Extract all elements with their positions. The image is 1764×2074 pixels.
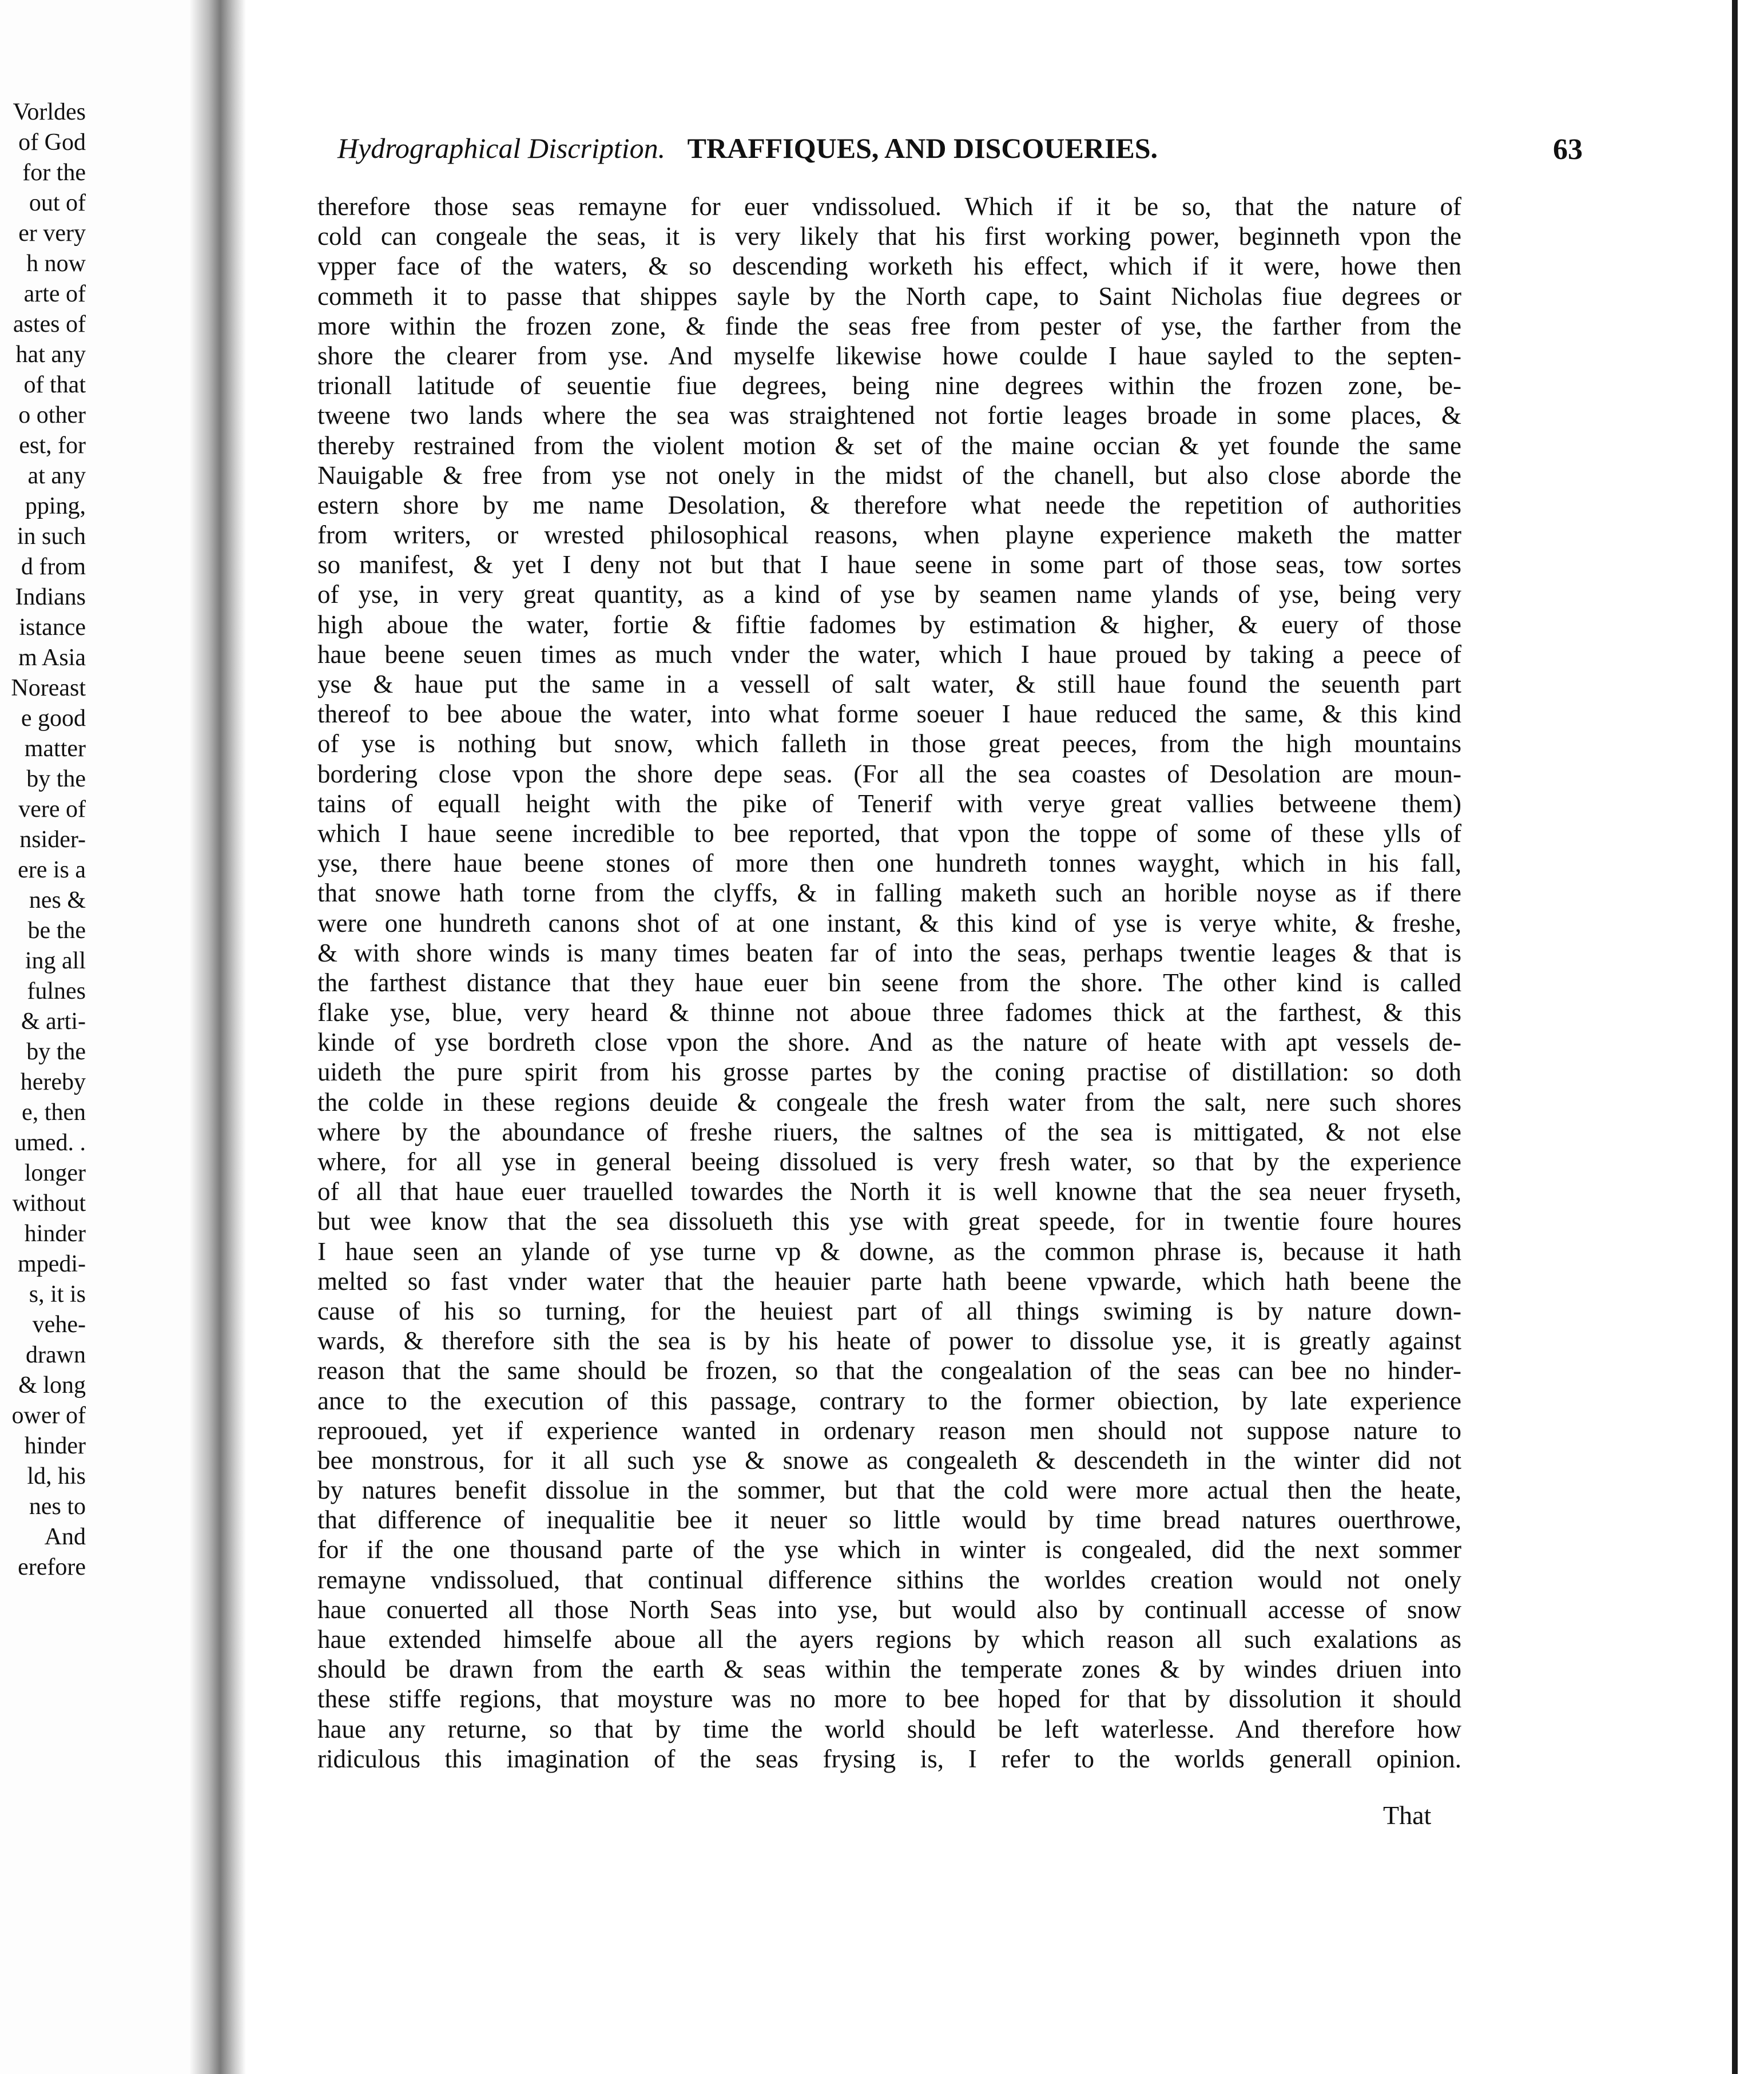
text-line: yse, there haue beene stones of more then one hundreth tonnes wayght, which in his fall,	[317, 849, 1461, 878]
left-fragment-line: And	[44, 1524, 86, 1550]
text-line: the farthest distance that they haue euer bin seene from the shore. The other kind is called	[317, 968, 1461, 997]
text-line: tweene two lands where the sea was straightened not fortie leages broade in some places, &	[317, 401, 1461, 430]
text-line: by natures benefit dissolue in the sommer, but that the cold were more actual then the heate,	[317, 1476, 1461, 1505]
text-line: reprooued, yet if experience wanted in ordenary reason men should not suppose nature to	[317, 1416, 1461, 1445]
text-line: commeth it to passe that shippes sayle by the North cape, to Saint Nicholas fiue degrees or	[317, 281, 1461, 311]
left-fragment-line: of that	[23, 372, 86, 398]
left-fragment-line: pping,	[25, 493, 86, 519]
left-fragment-line: est, for	[19, 432, 86, 459]
left-page-text-fragments	[0, 97, 86, 1583]
text-line: more within the frozen zone, & finde the seas free from pester of yse, the farther from the	[317, 311, 1461, 340]
book-gutter	[189, 0, 246, 2074]
left-fragment-line: by the	[26, 766, 86, 792]
left-fragment-line: ower of	[11, 1402, 86, 1429]
text-line: for if the one thousand parte of the yse which in winter is congealed, did the next sommer	[317, 1535, 1461, 1564]
text-line: ridiculous this imagination of the seas frysing is, I refer to the worlds generall opinion.	[317, 1744, 1461, 1773]
text-line: reason that the same should be frozen, so that the congealation of the seas can bee no hinder-	[317, 1356, 1461, 1385]
left-fragment-line: drawn	[26, 1342, 86, 1368]
text-line: that snowe hath torne from the clyffs, & in falling maketh such an horible noyse as if there	[317, 879, 1461, 908]
text-line: were one hundreth canons shot of at one instant, & this kind of yse is verye white, & freshe,	[317, 908, 1461, 937]
left-fragment-line: astes of	[13, 311, 86, 337]
left-fragment-line: ing all	[25, 948, 86, 974]
text-line: which I haue seene incredible to bee reported, that vpon the toppe of some of these ylls of	[317, 819, 1461, 848]
text-line: bee monstrous, for it all such yse & snowe as congealeth & descendeth in the winter did not	[317, 1445, 1461, 1475]
text-line: cause of his so turning, for the heuiest part of all things swiming is by nature down-	[317, 1296, 1461, 1325]
left-fragment-line: Vorldes	[13, 99, 86, 125]
left-fragment-line: vehe-	[32, 1312, 86, 1338]
left-fragment-line: matter	[24, 736, 86, 762]
text-line: haue any returne, so that by time the world should be left waterlesse. And therefore how	[317, 1714, 1461, 1743]
left-fragment-line: m Asia	[18, 645, 86, 671]
left-fragment-line: nes to	[29, 1493, 86, 1520]
text-line: high aboue the water, fortie & fiftie fadomes by estimation & higher, & euery of those	[317, 610, 1461, 639]
text-line: haue conuerted all those North Seas into yse, but would also by continuall accesse of snow	[317, 1595, 1461, 1624]
left-fragment-line: longer	[24, 1160, 86, 1186]
text-line: haue extended himselfe aboue all the ayers regions by which reason all such exalations as	[317, 1625, 1461, 1654]
left-fragment-line: hinder	[24, 1433, 86, 1459]
left-fragment-line: be the	[27, 917, 86, 944]
text-line: flake yse, blue, very heard & thinne not aboue three fadomes thick at the farthest, & this	[317, 998, 1461, 1027]
text-line: haue beene seuen times as much vnder the water, which I haue proued by taking a peece of	[317, 639, 1461, 669]
left-fragment-line: vere of	[18, 796, 86, 823]
left-fragment-line: for the	[22, 160, 86, 186]
text-line: of yse, in very great quantity, as a kind of yse by seamen name ylands of yse, being very	[317, 580, 1461, 609]
text-line: vpper face of the waters, & so descending worketh his effect, which if it were, howe then	[317, 252, 1461, 281]
text-line: wards, & therefore sith the sea is by his heate of power to dissolue yse, it is greatly against	[317, 1326, 1461, 1356]
text-line: bordering close vpon the shore depe seas. (For all the sea coastes of Desolation are moun-	[317, 759, 1461, 788]
left-fragment-line: arte of	[23, 281, 86, 307]
body-text	[317, 192, 1461, 1774]
text-line: thereby restrained from the violent motion & set of the maine occian & yet founde the same	[317, 431, 1461, 460]
left-fragment-line: nsider-	[19, 827, 86, 853]
text-line: of all that haue euer trauelled towardes the North it is well knowne that the sea neuer fryseth,	[317, 1177, 1461, 1206]
text-line: these stiffe regions, that moysture was no more to bee hoped for that by dissolution it should	[317, 1684, 1461, 1714]
text-line: remayne vndissolued, that continual difference sithins the worldes creation would not onely	[317, 1565, 1461, 1594]
left-fragment-line: in such	[17, 523, 86, 550]
left-page	[0, 0, 189, 2074]
page-edge	[1732, 0, 1738, 2074]
text-line: estern shore by me name Desolation, & therefore what neede the repetition of authorities	[317, 490, 1461, 519]
section-title: TRAFFIQUES, AND DISCOUERIES.	[687, 132, 1158, 164]
text-line: so manifest, & yet I deny not but that I haue seene in some part of those seas, tow sortes	[317, 550, 1461, 579]
text-line: & with shore winds is many times beaten far of into the seas, perhaps twentie leages & that is	[317, 938, 1461, 967]
text-line: uideth the pure spirit from his grosse partes by the coning practise of distillation: so doth	[317, 1058, 1461, 1087]
left-fragment-line: & arti-	[21, 1008, 86, 1035]
text-line: that difference of inequalitie bee it neuer so little would by time bread natures ouerthrowe,	[317, 1505, 1461, 1535]
text-line: the colde in these regions deuide & congeale the fresh water from the salt, nere such shores	[317, 1087, 1461, 1117]
text-line: therefore those seas remayne for euer vndissolued. Which if it be so, that the nature of	[317, 192, 1461, 221]
text-line: but wee know that the sea dissolueth this yse with great speede, for in twentie foure houres	[317, 1207, 1461, 1236]
text-line: kinde of yse bordreth close vpon the shore. And as the nature of heate with apt vessels de-	[317, 1028, 1461, 1057]
text-line: ance to the execution of this passage, contrary to the former obiection, by late experience	[317, 1386, 1461, 1415]
left-fragment-line: istance	[19, 614, 86, 641]
catchword: That	[1383, 1801, 1432, 1830]
left-fragment-line: nes &	[29, 887, 86, 913]
text-line: I haue seen an ylande of yse turne vp & downe, as the common phrase is, because it hath	[317, 1237, 1461, 1266]
text-line: tains of equall height with the pike of Tenerif with verye great vallies betweene them)	[317, 789, 1461, 818]
left-fragment-line: of God	[18, 129, 86, 156]
page-number: 63	[1553, 133, 1583, 166]
left-fragment-line: fulnes	[27, 978, 86, 1004]
left-fragment-line: s, it is	[29, 1281, 86, 1308]
text-line: should be drawn from the earth & seas within the temperate zones & by windes driuen into	[317, 1655, 1461, 1684]
left-fragment-line: hereby	[20, 1069, 86, 1095]
left-fragment-line: e good	[21, 705, 86, 732]
left-fragment-line: Indians	[15, 584, 86, 610]
text-line: shore the clearer from yse. And myselfe likewise howe coulde I haue sayled to the septen-	[317, 341, 1461, 370]
left-fragment-line: without	[12, 1190, 86, 1217]
left-fragment-line: at any	[27, 463, 86, 489]
left-fragment-line: o other	[18, 402, 86, 428]
text-line: melted so fast vnder water that the heauier parte hath beene vpwarde, which hath beene the	[317, 1266, 1461, 1296]
page-header	[337, 132, 1550, 165]
left-fragment-line: hat any	[15, 341, 86, 368]
left-fragment-line: er very	[18, 220, 86, 247]
left-fragment-line: e, then	[22, 1099, 86, 1126]
left-fragment-line: umed. .	[14, 1130, 86, 1156]
text-line: cold can congeale the seas, it is very likely that his first working power, beginneth vpon the	[317, 222, 1461, 251]
text-line: from writers, or wrested philosophical reasons, when playne experience maketh the matter	[317, 521, 1461, 550]
text-line: Nauigable & free from yse not onely in the midst of the chanell, but also close aborde the	[317, 460, 1461, 490]
text-line: where by the aboundance of freshe riuers, the saltnes of the sea is mittigated, & not else	[317, 1117, 1461, 1146]
left-fragment-line: & long	[18, 1372, 86, 1398]
left-fragment-line: erefore	[18, 1554, 86, 1580]
text-line: trionall latitude of seuentie fiue degrees, being nine degrees within the frozen zone, be-	[317, 371, 1461, 400]
left-fragment-line: by the	[26, 1039, 86, 1065]
left-fragment-line: Noreast	[11, 675, 86, 701]
left-fragment-line: ere is a	[18, 857, 86, 883]
left-fragment-line: ld, his	[27, 1463, 86, 1489]
left-fragment-line: out of	[29, 190, 86, 216]
text-line: of yse is nothing but snow, which falleth in those great peeces, from the high mountains	[317, 729, 1461, 758]
text-line: where, for all yse in general beeing dissolued is very fresh water, so that by the experience	[317, 1147, 1461, 1176]
left-fragment-line: hinder	[24, 1221, 86, 1247]
left-fragment-line: h now	[26, 251, 86, 277]
text-line: thereof to bee aboue the water, into what forme soeuer I haue reduced the same, & this kind	[317, 700, 1461, 729]
running-title: Hydrographical Discription.	[337, 132, 666, 164]
left-fragment-line: d from	[21, 554, 86, 580]
text-line: yse & haue put the same in a vessell of salt water, & still haue found the seuenth part	[317, 670, 1461, 698]
left-fragment-line: mpedi-	[18, 1251, 86, 1277]
